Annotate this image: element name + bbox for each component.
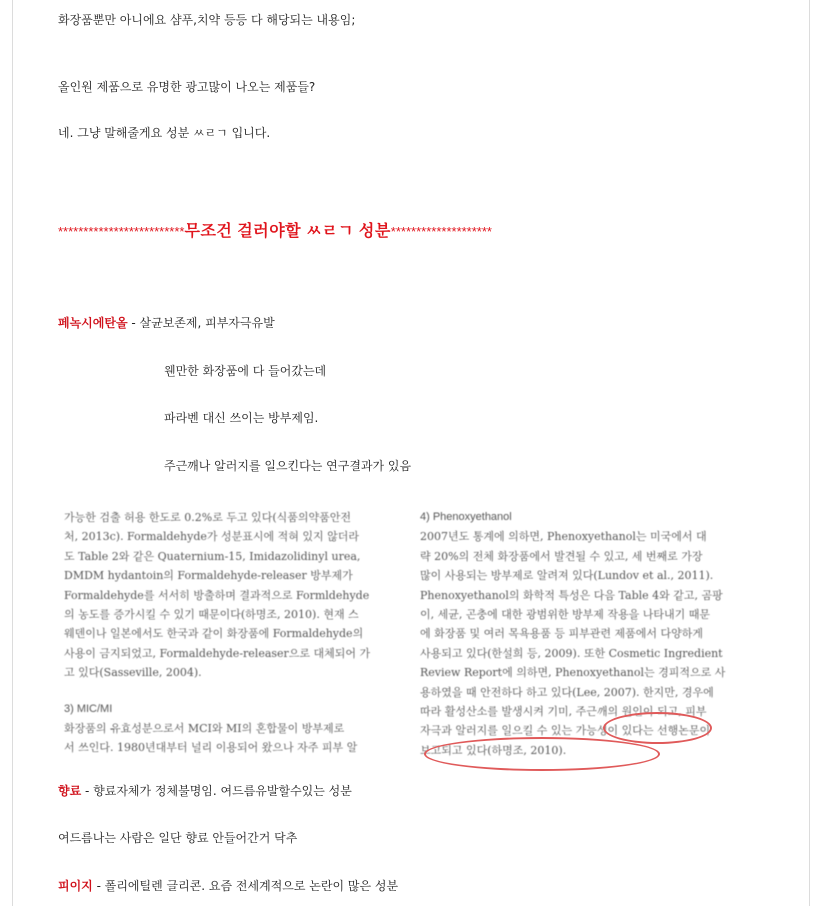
clipping-line: 사용되고 있다(한설희 등, 2009). 또한 Cosmetic Ingredient (420, 646, 723, 660)
paragraph: 네. 그냥 말해줄게요 성분 ㅆㄹㄱ 입니다. (58, 126, 271, 140)
ingredient-term: 향료 (58, 784, 82, 798)
note: 파라벤 대신 쓰이는 방부제임. (164, 411, 319, 425)
ingredient-desc: - 폴리에틸렌 글리콘. 요즘 전세계적으로 논란이 많은 성분 (92, 879, 399, 893)
clipping-left-column (64, 508, 399, 758)
clipping-line: Review Report에 의하면, Phenoxyethanol는 경피적으로 사 (420, 666, 726, 680)
paragraph: 여드름나는 사람은 일단 향료 안들어간거 닥추 (58, 831, 298, 845)
clipping-line: 고 있다(Sasseville, 2004). (64, 666, 202, 680)
clipping-line: 웨덴이나 일본에서도 한국과 같이 화장품에 Formaldehyde의 (64, 627, 364, 641)
clipping-line: Formaldehyde를 서서히 방출하며 결과적으로 Formldehyde (64, 588, 370, 602)
clipping-line: 략 20%의 전체 화장품에서 발견될 수 있고, 세 번째로 가장 (420, 549, 703, 563)
paragraph: 올인원 제품으로 유명한 광고많이 나오는 제품들? (58, 80, 316, 94)
clipping-line: 서 쓰인다. 1980년대부터 널리 이용되어 왔으나 자주 피부 알 (64, 741, 358, 755)
clipping-line: 도 Table 2와 같은 Quaternium-15, Imidazolidinyl urea, (64, 549, 361, 563)
clipping-line: 의 농도를 증가시킬 수 있기 때문이다(하명조, 2010). 현재 스 (64, 608, 359, 622)
clipping-line: 에 화장품 및 여러 목욕용품 등 피부관련 제품에서 다양하게 (420, 627, 703, 641)
paper-clipping-image (58, 502, 758, 782)
clipping-line: 처, 2013c). Formaldehyde가 성분표시에 적혀 있지 않더라 (64, 530, 360, 544)
ingredient-peg (58, 879, 398, 893)
clipping-line: 용하였을 때 안전하다 하고 있다(Lee, 2007). 한지만, 경우에 (420, 685, 714, 699)
headline-text: 무조건 걸러야할 ㅆㄹㄱ 성분 (184, 223, 391, 240)
ingredient-phenoxyethanol (58, 316, 275, 330)
clipping-line: 따라 활성산소를 발생시켜 기미, 주근깨의 원인이 되고, 피부 (420, 705, 707, 719)
note: 주근깨나 알러지를 일으킨다는 연구결과가 있음 (164, 459, 412, 473)
headline-stars-left: ************************* (58, 224, 185, 239)
clipping-line: 화장품의 유효성분으로서 MCI와 MI의 혼합물이 방부제로 (64, 722, 345, 736)
ingredient-desc: - 향료자체가 정체불명임. 여드름유발할수있는 성분 (81, 784, 352, 798)
clipping-line: 사용이 금지되었고, Formaldehyde-releaser으로 대체되어 가 (64, 646, 371, 660)
clipping-subtitle: 3) MIC/MI (64, 702, 113, 715)
clipping-line: 이, 세균, 곤충에 대한 광범위한 방부제 작용을 나타내기 때문 (420, 608, 710, 622)
note: 웬만한 화장품에 다 들어갔는데 (164, 364, 327, 378)
clipping-line: 가능한 검출 허용 한도로 0.2%로 두고 있다(식품의약품안전 (64, 511, 351, 524)
clipping-line: 자극과 알러지를 일으킬 수 있는 가능성이 있다는 선행논문이 (420, 724, 711, 738)
post-frame (12, 0, 810, 906)
ingredient-term: 페녹시에탄올 (58, 316, 128, 330)
warning-headline (58, 218, 492, 241)
highlight-circle (603, 712, 712, 744)
highlight-circle (424, 737, 660, 771)
headline-stars-right: ******************** (390, 224, 492, 239)
ingredient-desc: - 살균보존제, 피부자극유발 (127, 316, 275, 330)
clipping-line: 2007년도 통계에 의하면, Phenoxyethanol는 미국에서 대 (420, 530, 707, 544)
ingredient-fragrance (58, 784, 352, 798)
clipping-line: DMDM hydantoin의 Formaldehyde-releaser 방부제가 (64, 569, 353, 583)
ingredient-term: 피이지 (58, 879, 93, 893)
clipping-line: 많이 사용되는 방부제로 알려져 있다(Lundov et al., 2011). (420, 569, 714, 583)
paragraph: 화장품뿐만 아니에요 샴푸,치약 등등 다 해당되는 내용임; (58, 13, 356, 27)
clipping-subtitle: 4) Phenoxyethanol (420, 511, 512, 523)
clipping-line: 보고되고 있다(하명조, 2010). (420, 743, 567, 757)
clipping-line: Phenoxyethanol의 화학적 특성은 다음 Table 4와 같고, 곰팡 (420, 588, 723, 602)
